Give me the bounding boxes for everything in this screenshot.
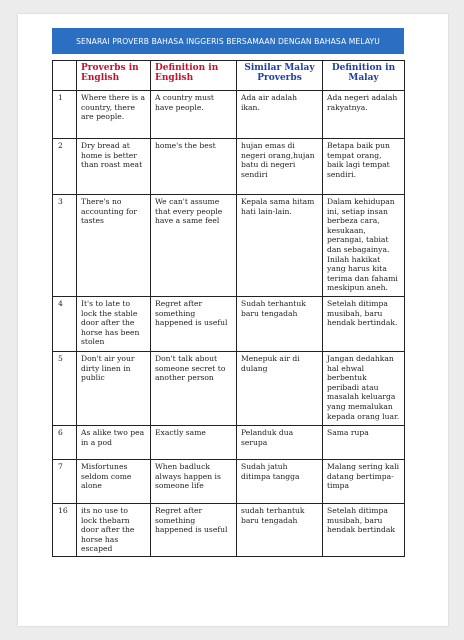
- definition-english: Exactly same: [151, 426, 237, 460]
- proverb-english: Dry bread at home is better than roast meat: [77, 139, 151, 195]
- proverb-table: [52, 60, 405, 557]
- definition-english: We can't assume that every people have a same feel: [151, 195, 237, 297]
- table-row: [53, 352, 405, 426]
- proverb-malay: Pelanduk dua serupa: [237, 426, 323, 460]
- definition-english: A country must have people.: [151, 91, 237, 139]
- definition-english: Don't talk about someone secret to another person: [151, 352, 237, 426]
- header-number: [53, 61, 77, 91]
- row-number: 7: [53, 460, 77, 504]
- row-number: 5: [53, 352, 77, 426]
- table-row: [53, 460, 405, 504]
- definition-malay: Jangan dedahkan hal ehwal berbentuk peribadi atau masalah keluarga yang memalukan kepada orang luar.: [323, 352, 405, 426]
- table-row: [53, 91, 405, 139]
- header-definition-english: Definition in English: [151, 61, 237, 91]
- table-row: [53, 195, 405, 297]
- proverb-english: Misfortunes seldom come alone: [77, 460, 151, 504]
- proverb-english: Don't air your dirty linen in public: [77, 352, 151, 426]
- row-number: 6: [53, 426, 77, 460]
- definition-english: Regret after something happened is useful: [151, 297, 237, 352]
- proverb-malay: Sudah jatuh ditimpa tangga: [237, 460, 323, 504]
- proverb-malay: Kepala sama hitam hati lain-lain.: [237, 195, 323, 297]
- proverb-english: its no use to lock thebarn door after the horse has escaped: [77, 504, 151, 557]
- table-row: [53, 504, 405, 557]
- proverb-malay: Menepuk air di dulang: [237, 352, 323, 426]
- proverb-malay: sudah terhantuk baru tengadah: [237, 504, 323, 557]
- row-number: 16: [53, 504, 77, 557]
- definition-english: Regret after something happened is useful: [151, 504, 237, 557]
- definition-malay: Sama rupa: [323, 426, 405, 460]
- header-definition-malay: Definition in Malay: [323, 61, 405, 91]
- table-row: [53, 139, 405, 195]
- proverb-english: There's no accounting for tastes: [77, 195, 151, 297]
- header-proverbs-english: Proverbs in English: [77, 61, 151, 91]
- row-number: 3: [53, 195, 77, 297]
- table-row: [53, 297, 405, 352]
- proverb-english: Where there is a country, there are people.: [77, 91, 151, 139]
- proverb-malay: hujan emas di negeri orang,hujan batu di negeri sendiri: [237, 139, 323, 195]
- row-number: 2: [53, 139, 77, 195]
- row-number: 4: [53, 297, 77, 352]
- table-row: [53, 426, 405, 460]
- definition-english: home's the best: [151, 139, 237, 195]
- definition-english: When badluck always happen is someone life: [151, 460, 237, 504]
- proverb-malay: Sudah terhantuk baru tengadah: [237, 297, 323, 352]
- proverb-english: As alike two pea in a pod: [77, 426, 151, 460]
- header-row: [53, 61, 405, 91]
- definition-malay: Setelah ditimpa musibah, baru hendak bertindak.: [323, 297, 405, 352]
- definition-malay: Dalam kehidupan ini, setiap insan berbeza cara, kesukaan, perangai, tabiat dan sebagainya. Inilah hakikat yang harus kita terima dan fahami meskipun aneh.: [323, 195, 405, 297]
- header-similar-malay: Similar Malay Proverbs: [237, 61, 323, 91]
- row-number: 1: [53, 91, 77, 139]
- definition-malay: Ada negeri adalah rakyatnya.: [323, 91, 405, 139]
- proverb-malay: Ada air adalah ikan.: [237, 91, 323, 139]
- proverb-english: It's to late to lock the stable door after the horse has been stolen: [77, 297, 151, 352]
- page-title: SENARAI PROVERB BAHASA INGGERIS BERSAMAAN DENGAN BAHASA MELAYU: [52, 28, 404, 54]
- definition-malay: Betapa baik pun tempat orang, baik lagi tempat sendiri.: [323, 139, 405, 195]
- definition-malay: Malang sering kali datang bertimpa-timpa: [323, 460, 405, 504]
- definition-malay: Setelah ditimpa musibah, baru hendak bertindak: [323, 504, 405, 557]
